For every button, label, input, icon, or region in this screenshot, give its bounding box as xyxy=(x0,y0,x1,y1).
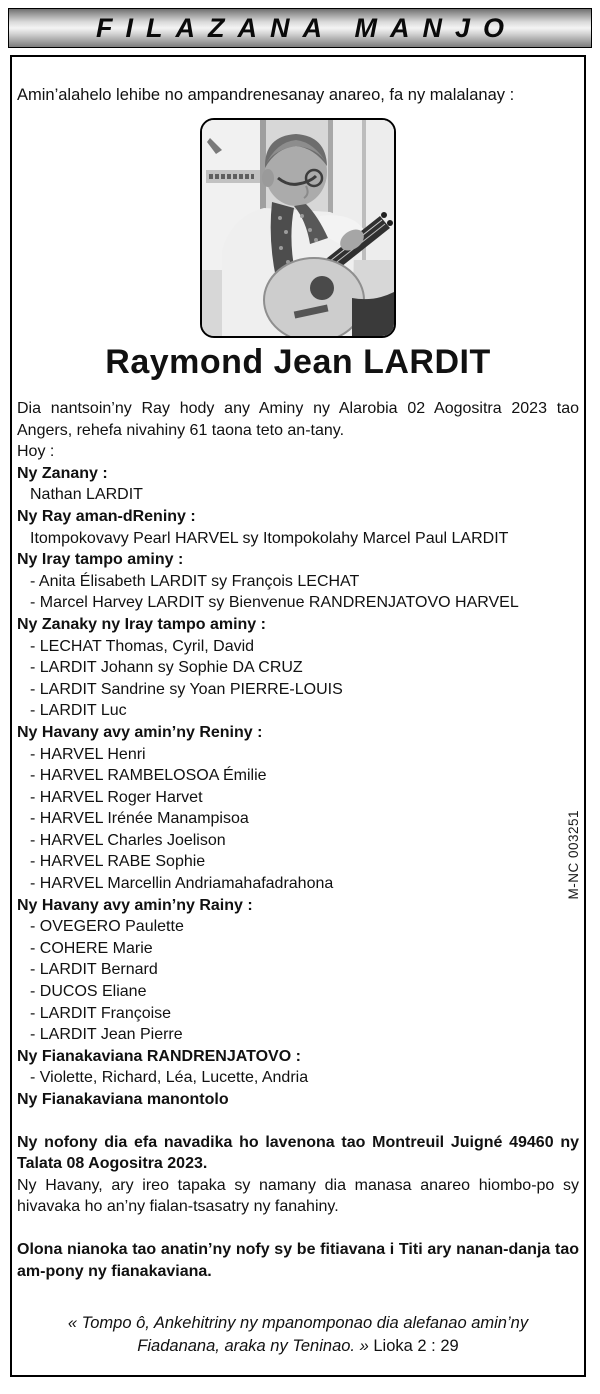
family-section-heading: Ny Ray aman-dReniny : xyxy=(17,507,196,525)
family-member-item: - HARVEL Roger Harvet xyxy=(30,788,203,806)
family-section-heading: Ny Zanany : xyxy=(17,464,108,482)
reference-code: M-NC 003251 xyxy=(566,810,581,900)
family-member-item: - OVEGERO Paulette xyxy=(30,918,184,936)
portrait-photo xyxy=(200,118,396,338)
intro-text: Amin’alahelo lehibe no ampandrenesanay anareo, fa ny malalanay : xyxy=(17,86,515,104)
family-member-item: - Anita Élisabeth LARDIT sy François LECHAT xyxy=(30,572,360,590)
family-section-heading: Ny Zanaky ny Iray tampo aminy : xyxy=(17,615,266,633)
family-member-item: - LARDIT Luc xyxy=(30,702,127,720)
family-section-heading: Ny Fianakaviana manontolo xyxy=(17,1091,229,1108)
quote-text: « Tompo ô, Ankehitriny ny mpanomponao dia alefanao amin’ny Fiadanana, araka ny Teninao. » xyxy=(67,1314,529,1356)
obituary-notice-box xyxy=(10,55,586,1377)
quote-reference: Lioka 2 : 29 xyxy=(373,1337,459,1356)
family-member-item: Itompokovavy Pearl HARVEL sy Itompokolahy Marcel Paul LARDIT xyxy=(30,529,509,547)
family-member-item: - HARVEL RABE Sophie xyxy=(30,853,206,871)
family-member-item: - Marcel Harvey LARDIT sy Bienvenue RANDRENJATOVO HARVEL xyxy=(30,594,519,612)
family-member-item: - HARVEL Henri xyxy=(30,745,146,763)
hoy-label: Hoy : xyxy=(17,443,55,461)
family-member-item: - LARDIT Sandrine sy Yoan PIERRE-LOUIS xyxy=(30,680,343,698)
spacer xyxy=(17,1218,579,1239)
masthead-title: FILAZANA MANJO xyxy=(96,12,517,43)
deceased-name: Raymond Jean LARDIT xyxy=(105,343,491,381)
family-member-item: - LARDIT Jean Pierre xyxy=(30,1026,183,1044)
family-member-item: - LARDIT Françoise xyxy=(30,1004,172,1022)
family-member-item: - LARDIT Johann sy Sophie DA CRUZ xyxy=(30,659,303,677)
family-section-heading: Ny Havany avy amin’ny Reniny : xyxy=(17,723,263,741)
family-sections xyxy=(17,463,579,1111)
family-member-item: Nathan LARDIT xyxy=(30,486,143,504)
family-section-heading: Ny Iray tampo aminy : xyxy=(17,551,184,569)
family-member-item: - DUCOS Eliane xyxy=(30,983,147,1001)
family-section-heading: Ny Havany avy amin’ny Rainy : xyxy=(17,896,253,914)
death-announcement: Dia nantsoin’ny Ray hody any Aminy ny Alarobia 02 Aogositra 2023 tao Angers, rehefa nivahiny 61 taona teto an-tany. xyxy=(17,400,579,439)
family-section-heading: Ny Fianakaviana RANDRENJATOVO : xyxy=(17,1047,301,1065)
family-member-item: - HARVEL Irénée Manampisoa xyxy=(30,810,249,828)
tribute-text: Olona nianoka tao anatin’ny nofy sy be fitiavana i Titi ary nanan-danja tao am-pony ny fianakaviana. xyxy=(17,1240,579,1280)
invitation-text: Ny Havany, ary ireo tapaka sy namany dia manasa anareo hiombo-po sy hivavaka ho an’ny fialan-tsasatry ny fanahiny. xyxy=(17,1176,579,1216)
family-member-item: - Violette, Richard, Léa, Lucette, Andria xyxy=(30,1069,309,1087)
scripture-quote xyxy=(45,1312,551,1358)
family-member-item: - LARDIT Bernard xyxy=(30,961,158,979)
family-member-item: - HARVEL Marcellin Andriamahafadrahona xyxy=(30,875,334,893)
family-member-item: - COHERE Marie xyxy=(30,939,153,957)
family-member-item: - HARVEL RAMBELOSOA Émilie xyxy=(30,767,267,785)
cremation-notice: Ny nofony dia efa navadika ho lavenona tao Montreuil Juigné 49460 ny Talata 08 Aogositra 2023. xyxy=(17,1133,579,1173)
spacer xyxy=(17,1111,579,1132)
masthead-banner xyxy=(8,8,592,48)
family-member-item: - LECHAT Thomas, Cyril, David xyxy=(30,637,255,655)
family-member-item: - HARVEL Charles Joelison xyxy=(30,831,226,849)
portrait-photo-graphic xyxy=(202,120,394,336)
